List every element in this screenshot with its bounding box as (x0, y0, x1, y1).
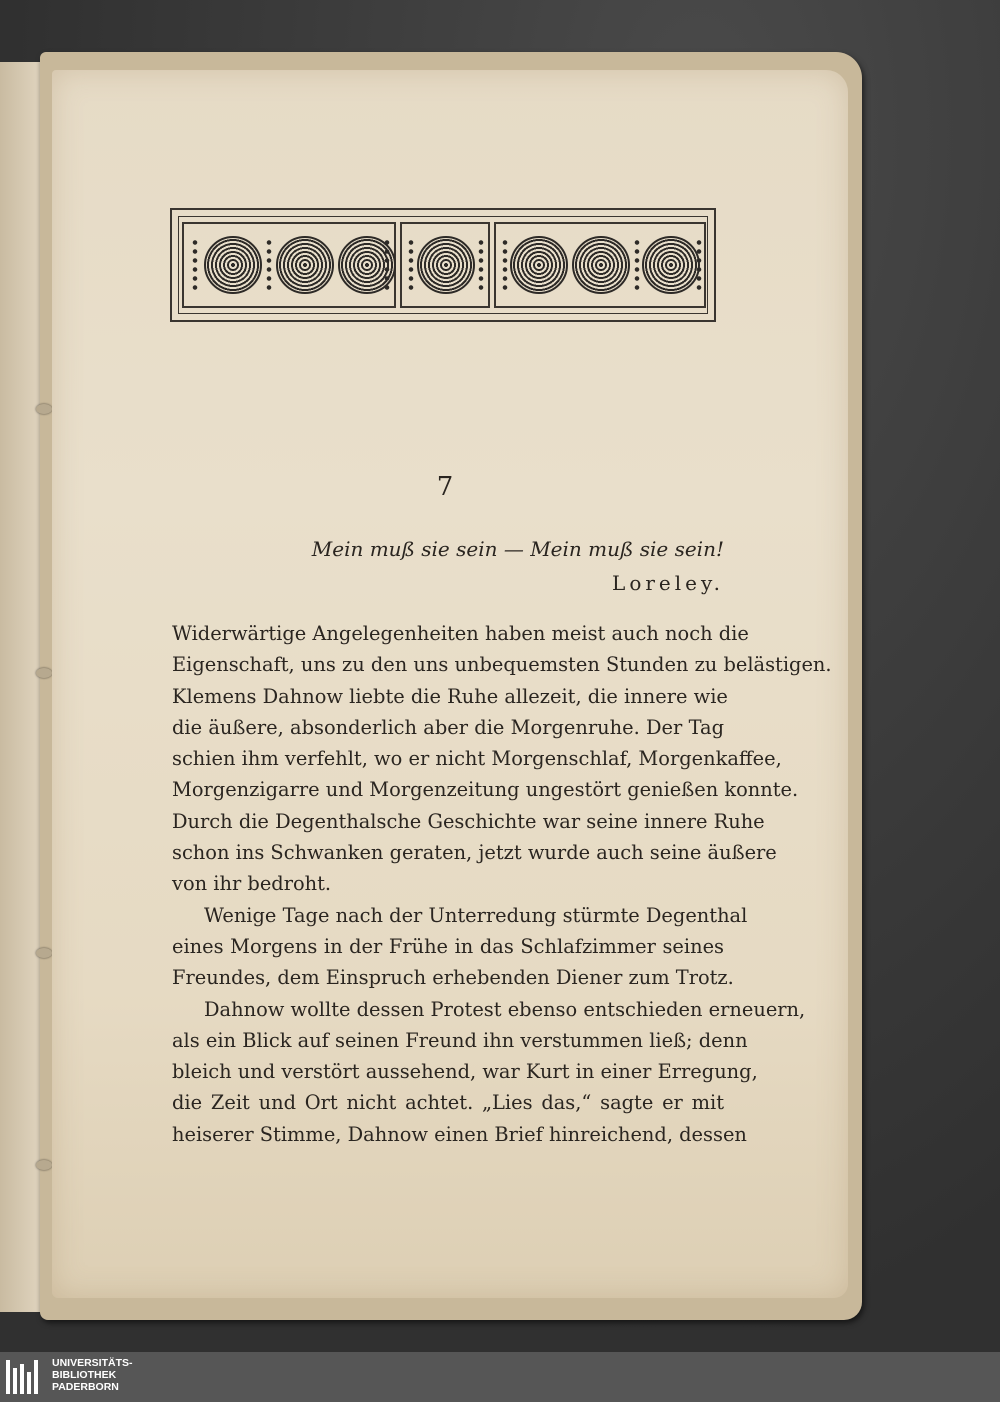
ornament-dots (192, 238, 198, 294)
ornament-dots (478, 238, 484, 294)
body-text (172, 618, 832, 1150)
binding-stitch (36, 668, 52, 678)
text-line: Freundes, dem Einspruch erhebenden Diener zum Trotz. (172, 966, 734, 990)
text-line: schon ins Schwanken geraten, jetzt wurde auch seine äußere (172, 841, 777, 865)
library-footer (0, 1352, 1000, 1402)
epigraph-source: Loreley. (612, 571, 724, 595)
library-name (52, 1357, 133, 1393)
ornament-dots (634, 238, 640, 294)
ornament-dots (384, 238, 390, 294)
ornament-panel-left (182, 222, 396, 308)
binding-stitch (36, 1160, 52, 1170)
ornament-circle (510, 236, 568, 294)
text-line: Wenige Tage nach der Unterredung stürmte Degenthal (204, 903, 748, 927)
ornament-circle (417, 236, 475, 294)
text-line: Morgenzigarre und Morgenzeitung ungestört genießen konnte. (172, 778, 799, 802)
binding-stitch (36, 404, 52, 414)
epigraph (312, 532, 724, 600)
text-line: von ihr bedroht. (172, 872, 332, 896)
ornament-dots (408, 238, 414, 294)
text-line: eines Morgens in der Frühe in das Schlafzimmer seines (172, 934, 724, 958)
ornament-dots (696, 238, 702, 294)
ornament-panel-right (494, 222, 706, 308)
text-line: Klemens Dahnow liebte die Ruhe allezeit, die innere wie (172, 684, 728, 708)
text-line: als ein Blick auf seinen Freund ihn verstummen ließ; denn (172, 1028, 748, 1052)
ornament-panel-center (400, 222, 490, 308)
library-name-line: PADERBORN (52, 1381, 119, 1393)
text-line: Widerwärtige Angelegenheiten haben meist auch noch die (172, 622, 749, 645)
ornament-circle (572, 236, 630, 294)
text-line: die Zeit und Ort nicht achtet. „Lies das,“ sagte er mit (172, 1091, 724, 1115)
epigraph-quote: Mein muß sie sein — Mein muß sie sein! (311, 537, 724, 561)
library-name-line: UNIVERSITÄTS- (52, 1357, 133, 1369)
text-line: Dahnow wollte dessen Protest ebenso entschieden erneuern, (204, 997, 806, 1021)
ornament-dots (266, 238, 272, 294)
text-line: heiserer Stimme, Dahnow einen Brief hinreichend, dessen (172, 1122, 747, 1146)
ornament-circle (276, 236, 334, 294)
text-line: Durch die Degenthalsche Geschichte war seine innere Ruhe (172, 809, 765, 833)
text-line: bleich und verstört aussehend, war Kurt in einer Erregung, (172, 1060, 758, 1084)
binding-stitch (36, 948, 52, 958)
text-line: Eigenschaft, uns zu den uns unbequemsten Stunden zu belästigen. (172, 653, 832, 677)
ornament-circle (204, 236, 262, 294)
ornament-dots (502, 238, 508, 294)
text-line: die äußere, absonderlich aber die Morgenruhe. Der Tag (172, 715, 724, 739)
text-line: schien ihm verfehlt, wo er nicht Morgenschlaf, Morgenkaffee, (172, 747, 782, 771)
header-ornament (170, 208, 716, 322)
library-name-line: BIBLIOTHEK (52, 1369, 117, 1381)
chapter-number: 7 (436, 472, 454, 502)
library-logo-icon (6, 1360, 46, 1394)
ornament-circle (642, 236, 700, 294)
